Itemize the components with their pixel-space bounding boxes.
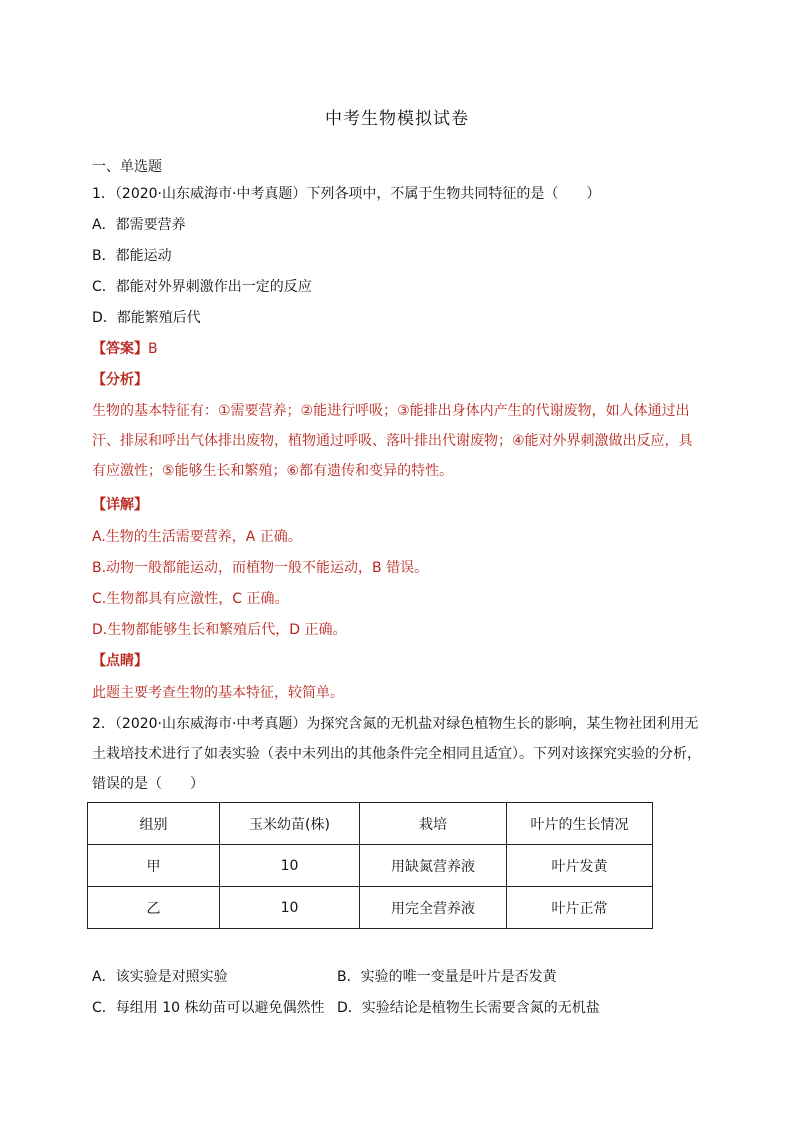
table-row <box>88 845 653 887</box>
table-header-cell: 栽培 <box>360 803 507 845</box>
answer-label: 【答案】 <box>92 341 148 357</box>
analysis-text: 生物的基本特征有：①需要营养；②能进行呼吸；③能排出身体内产生的代谢废物，如人体通过出汗、排尿和呼出气体排出废物，植物通过呼吸、落叶排出代谢废物；④能对外界刺激做出反应，具有应激性；⑤能够生长和繁殖；⑥都有遗传和变异的特性。 <box>92 403 693 479</box>
analysis-label: 【分析】 <box>92 372 148 388</box>
question-2-option-a: A．该实验是对照实验 <box>92 969 228 985</box>
table-cell: 用完全营养液 <box>360 887 507 929</box>
detail-item: A.生物的生活需要营养，A 正确。 <box>92 529 302 545</box>
table-cell: 10 <box>220 845 360 887</box>
page-title: 中考生物模拟试卷 <box>325 109 469 129</box>
answer-row <box>92 339 158 359</box>
question-1-option-b: B．都能运动 <box>92 248 172 264</box>
question-1-option-d: D．都能繁殖后代 <box>92 310 201 326</box>
question-1-stem: 1．（2020·山东威海市·中考真题）下列各项中，不属于生物共同特征的是（ ） <box>92 186 601 202</box>
table-cell: 叶片正常 <box>507 887 653 929</box>
experiment-table <box>87 802 653 929</box>
detail-item: B.动物一般都能运动，而植物一般不能运动，B 错误。 <box>92 560 429 576</box>
question-2-option-c: C．每组用 10 株幼苗可以避免偶然性 <box>92 1000 325 1016</box>
question-2-option-d: D．实验结论是植物生长需要含氮的无机盐 <box>337 1000 600 1016</box>
table-cell: 甲 <box>88 845 220 887</box>
question-1-option-a: A．都需要营养 <box>92 217 186 233</box>
table-header-cell: 组别 <box>88 803 220 845</box>
table-header-cell: 玉米幼苗(株) <box>220 803 360 845</box>
comment-label: 【点睛】 <box>92 653 148 669</box>
question-1-option-c: C．都能对外界刺激作出一定的反应 <box>92 279 312 295</box>
table-header-cell: 叶片的生长情况 <box>507 803 653 845</box>
answer-value: B <box>148 341 158 357</box>
table-cell: 用缺氮营养液 <box>360 845 507 887</box>
table-cell: 乙 <box>88 887 220 929</box>
detail-item: C.生物都具有应激性，C 正确。 <box>92 591 289 607</box>
table-cell: 叶片发黄 <box>507 845 653 887</box>
question-2-option-b: B．实验的唯一变量是叶片是否发黄 <box>337 969 557 985</box>
detail-item: D.生物都能够生长和繁殖后代，D 正确。 <box>92 622 347 638</box>
section-heading: 一、单选题 <box>92 159 162 175</box>
question-2-stem: 2．（2020·山东威海市·中考真题）为探究含氮的无机盐对绿色植物生长的影响，某生物社团利用无土栽培技术进行了如表实验（表中未列出的其他条件完全相同且适宜）。下列对该探究实验的分析，错误的是（ ） <box>92 716 701 792</box>
table-header-row <box>88 803 653 845</box>
detail-label: 【详解】 <box>92 497 148 513</box>
table-row <box>88 887 653 929</box>
table-cell: 10 <box>220 887 360 929</box>
comment-text: 此题主要考查生物的基本特征，较简单。 <box>92 685 344 701</box>
